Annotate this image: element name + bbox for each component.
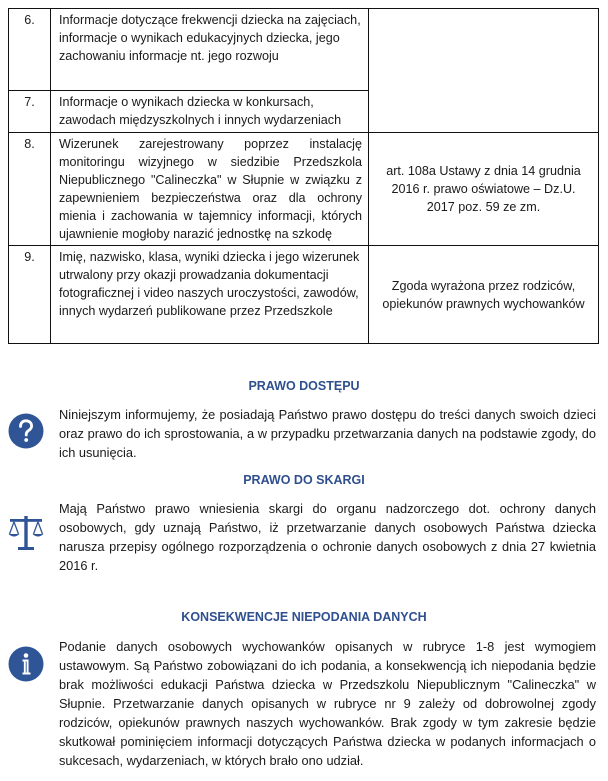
row-legal-basis: Zgoda wyrażona przez rodziców, opiekunów prawnych wychowanków [369, 246, 599, 344]
section-text: Podanie danych osobowych wychowanków opisanych w rubryce 1-8 jest wymogiem ustawowym. Są Państwo zobowiązani do ich podania, a konsekwencją ich niepodania będzie brak możliwości edukacji Państwa dziecka w Przedszkolu Niepublicznym "Calineczka" w Słupnie. Przetwarzanie danych opisanych w rubryce nr 9 zależy od dobrowolnej zgody rodziców, opiekunów prawnych naszych wychowanków. Brak zgody w tym zakresie będzie skutkował pominięciem informacji dotyczących Państwa dziecka w podanych informacjach o sukcesach, wydarzeniach, w których brało ono udział. [59, 639, 596, 768]
question-mark-icon [8, 413, 44, 449]
section-title: PRAWO DO SKARGI [243, 473, 365, 487]
data-processing-table [8, 8, 599, 344]
scales-icon [7, 514, 45, 552]
table-row [9, 246, 599, 344]
row-number: 6. [9, 9, 51, 91]
table-row [9, 133, 599, 246]
row-legal-basis: art. 108a Ustawy z dnia 14 grudnia 2016 r. prawo oświatowe – Dz.U. 2017 poz. 59 ze zm. [369, 133, 599, 246]
table-row [9, 9, 599, 91]
row-number: 7. [9, 91, 51, 133]
row-legal-basis [369, 9, 599, 133]
section-title: PRAWO DOSTĘPU [248, 379, 360, 393]
section-text: Niniejszym informujemy, że posiadają Państwo prawo dostępu do treści danych swoich dzieci oraz prawo do ich sprostowania, a w przypadku przetwarzania danych na podstawie zgody, do ich usunięcia. [59, 407, 596, 460]
section-text: Mają Państwo prawo wniesienia skargi do organu nadzorczego dot. ochrony danych osobowych, gdy uznają Państwo, iż przetwarzanie danych osobowych Państwa dziecka narusza przepisy ogólnego rozporządzenia o ochronie danych osobowych z dnia 27 kwietnia 2016 r. [59, 501, 596, 573]
info-icon [8, 646, 44, 682]
row-number: 8. [9, 133, 51, 246]
row-description: Imię, nazwisko, klasa, wyniki dziecka i jego wizerunek utrwalony przy okazji prowadzania dokumentacji fotograficznej i video naszych uroczystości, zawodów, innych wydarzeń publikowane przez Przedszkole [51, 246, 369, 344]
row-number: 9. [9, 246, 51, 344]
section-title: KONSEKWENCJE NIEPODANIA DANYCH [181, 610, 427, 624]
row-description: Informacje o wynikach dziecka w konkursach, zawodach międzyszkolnych i innych wydarzeniach [51, 91, 369, 133]
row-description: Informacje dotyczące frekwencji dziecka na zajęciach, informacje o wynikach edukacyjnych dziecka, jego zachowaniu informacje nt. jego rozwoju [51, 9, 369, 91]
row-description: Wizerunek zarejestrowany poprzez instalację monitoringu wizyjnego w siedzibie Przedszkola Niepublicznego "Calineczka" w Słupnie w związku z zapewnieniem bezpieczeństwa oraz dla ochrony mienia i zachowania w tajemnicy informacji, których ujawnienie mogłoby narazić jednostkę na szkodę [51, 133, 369, 246]
